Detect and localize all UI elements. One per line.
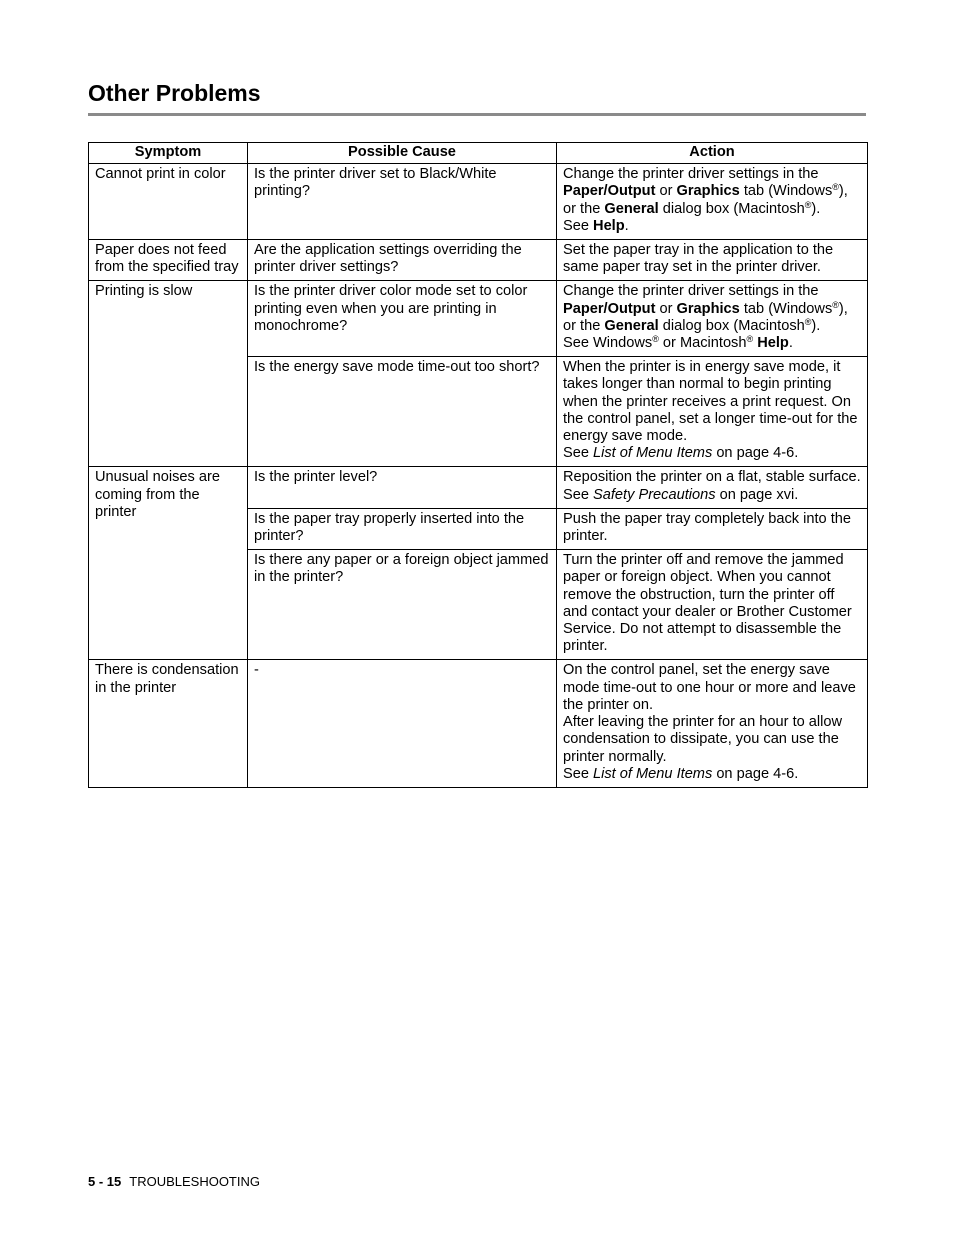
cause-cell: Is the printer driver color mode set to color printing even when you are printing in monochrome?	[248, 281, 557, 357]
symptom-cell: Printing is slow	[89, 281, 248, 467]
page-title: Other Problems	[88, 80, 261, 106]
action-text: ).	[811, 317, 821, 334]
symptom-cell: There is condensation in the printer	[89, 660, 248, 787]
action-text: dialog box (Macintosh	[658, 200, 805, 217]
header-symptom: Symptom	[89, 143, 248, 164]
see-reference: See Help.	[563, 217, 629, 234]
table-row	[89, 164, 868, 240]
action-text: Reposition the printer on a flat, stable surface.	[563, 469, 861, 486]
page-footer	[88, 1174, 260, 1189]
action-bold: Graphics	[676, 183, 740, 200]
cause-cell: Is the printer driver set to Black/White printing?	[248, 164, 557, 240]
action-text: or	[655, 183, 677, 200]
cause-cell: Is the paper tray properly inserted into the printer?	[248, 508, 557, 549]
cause-cell: Is the energy save mode time-out too short?	[248, 357, 557, 467]
action-cell	[557, 467, 868, 508]
symptom-cell: Unusual noises are coming from the printer	[89, 467, 248, 660]
action-cell	[557, 660, 868, 787]
action-text: Change the printer driver settings in the	[563, 166, 819, 183]
cause-cell: Are the application settings overriding the printer driver settings?	[248, 240, 557, 281]
registered-mark: ®	[832, 299, 839, 310]
action-cell	[557, 281, 868, 357]
cause-cell: -	[248, 660, 557, 787]
action-text: tab (Windows	[739, 300, 833, 317]
action-text: ).	[811, 200, 821, 217]
table-row	[89, 467, 868, 508]
action-bold: Graphics	[676, 300, 740, 317]
action-bold: General	[604, 200, 659, 217]
see-reference: See List of Menu Items on page 4-6.	[563, 445, 799, 462]
table-row	[89, 240, 868, 281]
header-possible-cause: Possible Cause	[248, 143, 557, 164]
action-paragraph: After leaving the printer for an hour to allow condensation to dissipate, you can use the printer normally.	[563, 714, 843, 765]
table-row	[89, 281, 868, 357]
action-text: or	[655, 300, 677, 317]
action-text: Change the printer driver settings in the	[563, 283, 819, 300]
action-cell	[557, 164, 868, 240]
registered-mark: ®	[804, 199, 812, 210]
action-bold: Paper/Output	[563, 300, 656, 317]
see-reference: See List of Menu Items on page 4-6.	[563, 765, 799, 782]
table-header-row	[89, 143, 868, 164]
action-text: dialog box (Macintosh	[658, 317, 805, 334]
table-row	[89, 660, 868, 787]
title-rule	[88, 113, 866, 116]
action-bold: Paper/Output	[563, 183, 656, 200]
action-text: When the printer is in energy save mode, it takes longer than normal to begin printing when the printer receives a print request. On the control panel, set a longer time-out for the energy save mode.	[563, 359, 858, 445]
registered-mark: ®	[832, 182, 839, 193]
action-cell: Push the paper tray completely back into the printer.	[557, 508, 868, 549]
action-cell: Turn the printer off and remove the jammed paper or foreign object. When you cannot remove the obstruction, turn the printer off and contact your dealer or Brother Customer Service. Do not attempt to disassemble the printer.	[557, 550, 868, 660]
see-reference: See Safety Precautions on page xvi.	[563, 486, 799, 503]
action-text: ), or the	[563, 300, 848, 334]
action-cell	[557, 357, 868, 467]
action-text: ), or the	[563, 183, 848, 217]
cause-cell: Is there any paper or a foreign object jammed in the printer?	[248, 550, 557, 660]
header-action: Action	[557, 143, 868, 164]
section-name: TROUBLESHOOTING	[129, 1174, 260, 1189]
see-reference: See Windows® or Macintosh® Help.	[563, 334, 793, 352]
symptom-cell: Cannot print in color	[89, 164, 248, 240]
page-number: 5 - 15	[88, 1174, 122, 1189]
action-text: tab (Windows	[739, 183, 833, 200]
troubleshooting-table	[88, 142, 868, 788]
action-cell: Set the paper tray in the application to the same paper tray set in the printer driver.	[557, 240, 868, 281]
action-bold: General	[604, 317, 659, 334]
cause-cell: Is the printer level?	[248, 467, 557, 508]
action-paragraph: On the control panel, set the energy save mode time-out to one hour or more and leave the printer on.	[563, 662, 856, 713]
registered-mark: ®	[804, 316, 812, 327]
symptom-cell: Paper does not feed from the specified tray	[89, 240, 248, 281]
